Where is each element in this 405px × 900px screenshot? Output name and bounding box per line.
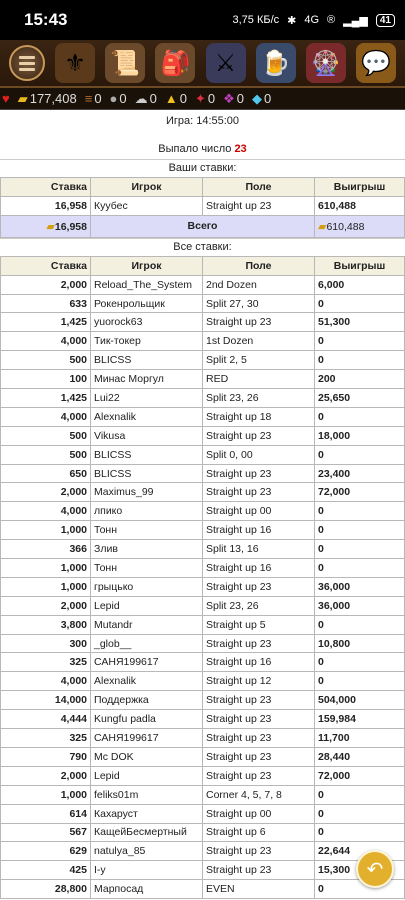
helmet-icon[interactable]: ⚜ bbox=[55, 43, 95, 83]
gems-icon: ❖ bbox=[223, 90, 235, 106]
wood-icon: ≡ bbox=[84, 91, 93, 106]
beer-mug-icon[interactable]: 🍺 bbox=[256, 43, 296, 83]
col-field: Поле bbox=[203, 256, 315, 275]
menu-icon[interactable] bbox=[9, 45, 45, 81]
table-row: 2,000 Reload_The_System 2nd Dozen 6,000 bbox=[1, 275, 405, 294]
dropped-number: 23 bbox=[234, 143, 247, 155]
col-bet: Ставка bbox=[1, 178, 91, 197]
table-row: 3,800 Mutandr Straight up 5 0 bbox=[1, 615, 405, 634]
diamond-icon: ◆ bbox=[252, 90, 263, 106]
all-bets-body bbox=[1, 275, 405, 898]
col-field: Поле bbox=[203, 178, 315, 197]
table-row: 100 Минас Моргул RED 200 bbox=[1, 370, 405, 389]
back-to-top-button[interactable] bbox=[356, 850, 394, 888]
clock: 15:43 bbox=[24, 10, 68, 29]
gold-icon: ▰ bbox=[46, 220, 55, 233]
return-arrow-icon: ↶ bbox=[366, 858, 384, 881]
table-row: 300 _glob__ Straight up 23 10,800 bbox=[1, 634, 405, 653]
table-row: 366 Злив Split 13, 16 0 bbox=[1, 540, 405, 559]
status-bar bbox=[0, 0, 405, 40]
table-row: 4,444 Kungfu padla Straight up 23 159,984 bbox=[1, 710, 405, 729]
registered-icon: ® bbox=[327, 14, 336, 26]
your-bets-title: Ваши ставки: bbox=[0, 159, 405, 177]
table-row: 1,425 Lui22 Split 23, 26 25,650 bbox=[1, 389, 405, 408]
gold-icon: ▰ bbox=[318, 220, 327, 233]
game-toolbar bbox=[0, 40, 405, 88]
table-row: 650 BLICSS Straight up 23 23,400 bbox=[1, 464, 405, 483]
resource-bar bbox=[0, 88, 405, 110]
table-row: 1,000 feliks01m Corner 4, 5, 7, 8 0 bbox=[1, 785, 405, 804]
col-bet: Ставка bbox=[1, 256, 91, 275]
resource-gold: ▰ 177,408 bbox=[17, 90, 77, 106]
table-row: 4,000 лпико Straight up 00 0 bbox=[1, 502, 405, 521]
table-row: 790 Mc DOK Straight up 23 28,440 bbox=[1, 747, 405, 766]
network-type: 4G bbox=[304, 14, 320, 26]
all-bets-table bbox=[0, 256, 405, 899]
table-row: 1,425 yuorock63 Straight up 23 51,300 bbox=[1, 313, 405, 332]
table-row: 1,000 грыцько Straight up 23 36,000 bbox=[1, 577, 405, 596]
table-row: 4,000 Тик-токер 1st Dozen 0 bbox=[1, 332, 405, 351]
table-row: 325 САНЯ199617 Straight up 16 0 bbox=[1, 653, 405, 672]
ore-icon: ☁ bbox=[134, 90, 148, 106]
table-row: 16,958 Куубес Straight up 23 610,488 bbox=[1, 196, 405, 215]
crystal-icon: ✦ bbox=[194, 90, 206, 106]
roulette-icon[interactable]: 🎡 bbox=[306, 43, 346, 83]
crossed-swords-icon[interactable]: ⚔ bbox=[206, 43, 246, 83]
resource-heart bbox=[2, 91, 10, 106]
table-row: 14,000 Поддержка Straight up 23 504,000 bbox=[1, 691, 405, 710]
resource-stone: ● 0 bbox=[109, 91, 127, 106]
resource-crystal: ✦ 0 bbox=[194, 90, 216, 106]
roulette-results bbox=[0, 110, 405, 899]
table-row: 325 САНЯ199617 Straight up 23 11,700 bbox=[1, 729, 405, 748]
table-row: 2,000 Lepid Split 23, 26 36,000 bbox=[1, 596, 405, 615]
table-row: 2,000 Maximus_99 Straight up 23 72,000 bbox=[1, 483, 405, 502]
signal-icon: ▂▄▆ bbox=[343, 14, 368, 27]
table-row: 614 Кахаруст Straight up 00 0 bbox=[1, 804, 405, 823]
scroll-map-icon[interactable]: 📜 bbox=[105, 43, 145, 83]
table-row: 4,000 Alexnalik Straight up 18 0 bbox=[1, 407, 405, 426]
col-win: Выигрыш bbox=[315, 256, 405, 275]
chat-icon[interactable]: 💬 bbox=[356, 43, 396, 83]
col-win: Выигрыш bbox=[315, 178, 405, 197]
dropped-number-line: Выпало число 23 bbox=[158, 143, 247, 155]
table-row: 1,000 Тонн Straight up 16 0 bbox=[1, 559, 405, 578]
resource-gems: ❖ 0 bbox=[223, 90, 245, 106]
your-bets-table bbox=[0, 177, 405, 238]
resource-ore: ☁ 0 bbox=[134, 90, 157, 106]
table-row: 2,000 Lepid Straight up 23 72,000 bbox=[1, 766, 405, 785]
bluetooth-icon: ✱ bbox=[287, 14, 297, 27]
resource-diamond: ◆ 0 bbox=[252, 90, 272, 106]
resource-sulfur: ▲ 0 bbox=[164, 91, 187, 106]
sulfur-icon: ▲ bbox=[164, 91, 178, 106]
table-row: 425 I-y Straight up 23 15,300 bbox=[1, 861, 405, 880]
gold-icon: ▰ bbox=[17, 90, 28, 106]
table-row: 633 Рокенрольщик Split 27, 30 0 bbox=[1, 294, 405, 313]
backpack-icon[interactable]: 🎒 bbox=[155, 43, 195, 83]
table-row: 1,000 Тонн Straight up 16 0 bbox=[1, 521, 405, 540]
table-row: 500 Vikusa Straight up 23 18,000 bbox=[1, 426, 405, 445]
total-row: ▰16,958 Всего ▰610,488 bbox=[1, 215, 405, 237]
table-row: 629 natulya_85 Straight up 23 22,644 bbox=[1, 842, 405, 861]
game-time: Игра: 14:55:00 bbox=[165, 115, 240, 127]
all-bets-title: Все ставки: bbox=[0, 238, 405, 256]
col-player: Игрок bbox=[91, 256, 203, 275]
col-player: Игрок bbox=[91, 178, 203, 197]
resource-wood: ≡ 0 bbox=[84, 91, 102, 106]
table-row: 4,000 Alexnalik Straight up 12 0 bbox=[1, 672, 405, 691]
table-row: 28,800 Марпосад EVEN 0 bbox=[1, 880, 405, 899]
heart-icon: ♥ bbox=[2, 91, 10, 106]
network-speed: 3,75 КБ/с bbox=[232, 14, 280, 26]
battery-icon: 41 bbox=[376, 14, 395, 27]
stone-icon: ● bbox=[109, 91, 118, 106]
table-row: 500 BLICSS Split 0, 00 0 bbox=[1, 445, 405, 464]
table-row: 500 BLICSS Split 2, 5 0 bbox=[1, 351, 405, 370]
table-row: 567 КащейБесмертный Straight up 6 0 bbox=[1, 823, 405, 842]
